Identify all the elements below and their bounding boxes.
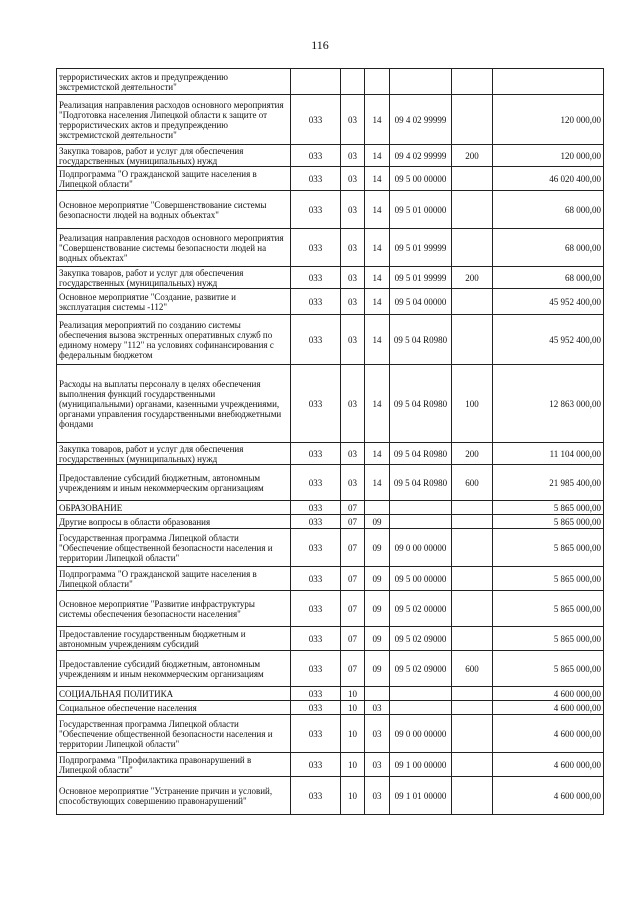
cell-tgt: [390, 701, 452, 715]
table-row: [57, 515, 604, 529]
cell-tgt: 09 4 02 99999: [390, 95, 452, 145]
cell-sub: [365, 501, 390, 515]
cell-tgt: 09 5 04 R0980: [390, 443, 452, 465]
cell-sum: [493, 69, 604, 95]
cell-name: ОБРАЗОВАНИЕ: [57, 501, 291, 515]
cell-exp: [452, 701, 493, 715]
cell-sub: 14: [365, 145, 390, 167]
cell-sum: 5 865 000,00: [493, 591, 604, 627]
table-row: [57, 267, 604, 289]
cell-sub: [365, 69, 390, 95]
cell-exp: 200: [452, 443, 493, 465]
cell-tgt: 09 5 02 00000: [390, 591, 452, 627]
table-row: [57, 501, 604, 515]
cell-sum: 68 000,00: [493, 267, 604, 289]
cell-sum: 4 600 000,00: [493, 701, 604, 715]
table-row: [57, 753, 604, 777]
cell-sect: 10: [341, 753, 365, 777]
cell-sect: 10: [341, 701, 365, 715]
cell-sum: 5 865 000,00: [493, 567, 604, 591]
table-row: [57, 591, 604, 627]
cell-sub: 14: [365, 289, 390, 315]
table-row: [57, 443, 604, 465]
cell-sub: 14: [365, 229, 390, 267]
cell-code: 033: [291, 753, 341, 777]
cell-code: 033: [291, 687, 341, 701]
cell-sect: 03: [341, 443, 365, 465]
cell-name: Расходы на выплаты персоналу в целях обеспечения выполнения функций государственными (муниципальными) органами, казенными учреждениями, органами управления государственными внебюджетными фондами: [57, 365, 291, 443]
cell-sect: 07: [341, 591, 365, 627]
cell-tgt: 09 5 04 R0980: [390, 365, 452, 443]
cell-exp: [452, 69, 493, 95]
cell-name: СОЦИАЛЬНАЯ ПОЛИТИКА: [57, 687, 291, 701]
cell-sect: 07: [341, 501, 365, 515]
cell-sub: 09: [365, 529, 390, 567]
cell-code: 033: [291, 465, 341, 501]
cell-sect: 10: [341, 715, 365, 753]
cell-sub: [365, 687, 390, 701]
cell-sum: 5 865 000,00: [493, 501, 604, 515]
cell-code: 033: [291, 95, 341, 145]
cell-sub: 14: [365, 167, 390, 191]
cell-sum: 68 000,00: [493, 191, 604, 229]
cell-tgt: [390, 515, 452, 529]
cell-name: Социальное обеспечение населения: [57, 701, 291, 715]
cell-tgt: 09 5 04 00000: [390, 289, 452, 315]
cell-exp: [452, 627, 493, 651]
cell-code: 033: [291, 443, 341, 465]
cell-name: Реализация направления расходов основного мероприятия "Совершенствование системы безопасности людей на водных объектах": [57, 229, 291, 267]
cell-sub: 03: [365, 777, 390, 815]
cell-exp: [452, 567, 493, 591]
cell-code: 033: [291, 145, 341, 167]
cell-sum: 4 600 000,00: [493, 753, 604, 777]
cell-sum: 5 865 000,00: [493, 627, 604, 651]
cell-name: Закупка товаров, работ и услуг для обеспечения государственных (муниципальных) нужд: [57, 145, 291, 167]
cell-sect: 03: [341, 167, 365, 191]
cell-sect: 07: [341, 651, 365, 687]
table-row: [57, 465, 604, 501]
cell-exp: [452, 501, 493, 515]
page-number: 116: [311, 38, 329, 52]
cell-code: 033: [291, 289, 341, 315]
cell-name: Основное мероприятие "Создание, развитие и эксплуатация системы -112": [57, 289, 291, 315]
table-row: [57, 701, 604, 715]
cell-sect: 10: [341, 687, 365, 701]
cell-tgt: 09 5 04 R0980: [390, 465, 452, 501]
cell-code: 033: [291, 515, 341, 529]
table-row: [57, 145, 604, 167]
cell-sub: 09: [365, 651, 390, 687]
cell-sum: 5 865 000,00: [493, 515, 604, 529]
table-row: [57, 651, 604, 687]
cell-tgt: [390, 501, 452, 515]
cell-sect: 07: [341, 529, 365, 567]
cell-exp: [452, 191, 493, 229]
cell-sum: 5 865 000,00: [493, 529, 604, 567]
cell-code: 033: [291, 315, 341, 365]
cell-sum: 12 863 000,00: [493, 365, 604, 443]
cell-code: 033: [291, 501, 341, 515]
cell-sect: 03: [341, 191, 365, 229]
cell-tgt: 09 5 04 R0980: [390, 315, 452, 365]
cell-name: Основное мероприятие "Устранение причин и условий, способствующих совершению правонарушений": [57, 777, 291, 815]
cell-exp: [452, 753, 493, 777]
cell-sub: 14: [365, 191, 390, 229]
cell-exp: [452, 229, 493, 267]
cell-sum: 21 985 400,00: [493, 465, 604, 501]
cell-sub: 03: [365, 753, 390, 777]
cell-tgt: 09 5 01 99999: [390, 229, 452, 267]
table-row: [57, 777, 604, 815]
cell-code: 033: [291, 715, 341, 753]
cell-code: 033: [291, 191, 341, 229]
cell-name: Предоставление субсидий бюджетным, автономным учреждениям и иным некоммерческим организациям: [57, 465, 291, 501]
cell-name: Реализация направления расходов основного мероприятия "Подготовка населения Липецкой области к защите от террористических актов и предупреждению экстремистской деятельности": [57, 95, 291, 145]
cell-exp: [452, 167, 493, 191]
table-row: [57, 229, 604, 267]
cell-code: 033: [291, 777, 341, 815]
cell-exp: [452, 529, 493, 567]
cell-sum: 11 104 000,00: [493, 443, 604, 465]
table-row: [57, 687, 604, 701]
table-row: [57, 365, 604, 443]
cell-sect: [341, 69, 365, 95]
cell-exp: [452, 715, 493, 753]
budget-table: [56, 68, 604, 815]
cell-sub: 03: [365, 715, 390, 753]
cell-code: 033: [291, 627, 341, 651]
cell-sect: 07: [341, 567, 365, 591]
cell-tgt: 09 5 00 00000: [390, 567, 452, 591]
cell-code: 033: [291, 529, 341, 567]
cell-sum: 120 000,00: [493, 145, 604, 167]
table-row: [57, 315, 604, 365]
cell-sub: 14: [365, 267, 390, 289]
cell-exp: 200: [452, 267, 493, 289]
cell-sect: 03: [341, 465, 365, 501]
cell-sub: 14: [365, 443, 390, 465]
cell-name: Подпрограмма "О гражданской защите населения в Липецкой области": [57, 567, 291, 591]
cell-code: [291, 69, 341, 95]
cell-exp: 600: [452, 651, 493, 687]
cell-tgt: 09 1 00 00000: [390, 753, 452, 777]
table-row: [57, 289, 604, 315]
cell-tgt: 09 5 01 00000: [390, 191, 452, 229]
cell-sub: 14: [365, 365, 390, 443]
cell-sect: 03: [341, 267, 365, 289]
cell-name: Подпрограмма "О гражданской защите населения в Липецкой области": [57, 167, 291, 191]
cell-sect: 03: [341, 365, 365, 443]
cell-tgt: 09 1 01 00000: [390, 777, 452, 815]
cell-exp: 100: [452, 365, 493, 443]
cell-sum: 46 020 400,00: [493, 167, 604, 191]
cell-name: террористических актов и предупреждению экстремистской деятельности": [57, 69, 291, 95]
table-row: [57, 167, 604, 191]
cell-tgt: 09 5 00 00000: [390, 167, 452, 191]
cell-sub: 14: [365, 95, 390, 145]
cell-name: Основное мероприятие "Совершенствование системы безопасности людей на водных объектах": [57, 191, 291, 229]
cell-tgt: 09 5 01 99999: [390, 267, 452, 289]
table-row: [57, 567, 604, 591]
cell-tgt: 09 5 02 09000: [390, 627, 452, 651]
cell-sub: 03: [365, 701, 390, 715]
cell-tgt: 09 4 02 99999: [390, 145, 452, 167]
cell-tgt: 09 0 00 00000: [390, 715, 452, 753]
cell-exp: [452, 687, 493, 701]
table-row: [57, 191, 604, 229]
cell-sum: 4 600 000,00: [493, 687, 604, 701]
cell-name: Другие вопросы в области образования: [57, 515, 291, 529]
cell-exp: [452, 591, 493, 627]
cell-sect: 03: [341, 145, 365, 167]
cell-tgt: 09 5 02 09000: [390, 651, 452, 687]
cell-sect: 03: [341, 229, 365, 267]
table-row: [57, 95, 604, 145]
cell-code: 033: [291, 651, 341, 687]
cell-sum: 5 865 000,00: [493, 651, 604, 687]
cell-code: 033: [291, 267, 341, 289]
cell-name: Реализация мероприятий по созданию системы обеспечения вызова экстренных оперативных служб по единому номеру "112" на условиях софинансирования с федеральным бюджетом: [57, 315, 291, 365]
cell-sect: 07: [341, 627, 365, 651]
cell-sub: 09: [365, 591, 390, 627]
cell-name: Подпрограмма "Профилактика правонарушений в Липецкой области": [57, 753, 291, 777]
cell-exp: 600: [452, 465, 493, 501]
cell-tgt: 09 0 00 00000: [390, 529, 452, 567]
table-row: [57, 715, 604, 753]
cell-sect: 03: [341, 315, 365, 365]
cell-exp: 200: [452, 145, 493, 167]
cell-sum: 120 000,00: [493, 95, 604, 145]
cell-exp: [452, 315, 493, 365]
cell-name: Предоставление субсидий бюджетным, автономным учреждениям и иным некоммерческим организациям: [57, 651, 291, 687]
cell-code: 033: [291, 365, 341, 443]
cell-code: 033: [291, 229, 341, 267]
cell-sum: 4 600 000,00: [493, 777, 604, 815]
cell-sum: 4 600 000,00: [493, 715, 604, 753]
cell-sub: 09: [365, 627, 390, 651]
cell-name: Закупка товаров, работ и услуг для обеспечения государственных (муниципальных) нужд: [57, 267, 291, 289]
cell-code: 033: [291, 591, 341, 627]
cell-name: Основное мероприятие "Развитие инфраструктуры системы обеспечения безопасности населения": [57, 591, 291, 627]
table-row: [57, 69, 604, 95]
cell-code: 033: [291, 167, 341, 191]
cell-sum: 45 952 400,00: [493, 315, 604, 365]
cell-exp: [452, 289, 493, 315]
cell-sect: 03: [341, 289, 365, 315]
cell-name: Предоставление государственным бюджетным и автономным учреждениям субсидий: [57, 627, 291, 651]
cell-exp: [452, 515, 493, 529]
cell-sub: 09: [365, 567, 390, 591]
cell-sub: 09: [365, 515, 390, 529]
cell-code: 033: [291, 701, 341, 715]
cell-exp: [452, 777, 493, 815]
cell-tgt: [390, 69, 452, 95]
cell-sum: 45 952 400,00: [493, 289, 604, 315]
cell-sub: 14: [365, 465, 390, 501]
cell-exp: [452, 95, 493, 145]
cell-sect: 07: [341, 515, 365, 529]
cell-sub: 14: [365, 315, 390, 365]
cell-name: Закупка товаров, работ и услуг для обеспечения государственных (муниципальных) нужд: [57, 443, 291, 465]
cell-sum: 68 000,00: [493, 229, 604, 267]
cell-name: Государственная программа Липецкой области "Обеспечение общественной безопасности населения и территории Липецкой области": [57, 529, 291, 567]
table-row: [57, 627, 604, 651]
table-row: [57, 529, 604, 567]
cell-sect: 03: [341, 95, 365, 145]
cell-name: Государственная программа Липецкой области "Обеспечение общественной безопасности населения и территории Липецкой области": [57, 715, 291, 753]
cell-code: 033: [291, 567, 341, 591]
cell-tgt: [390, 687, 452, 701]
cell-sect: 10: [341, 777, 365, 815]
